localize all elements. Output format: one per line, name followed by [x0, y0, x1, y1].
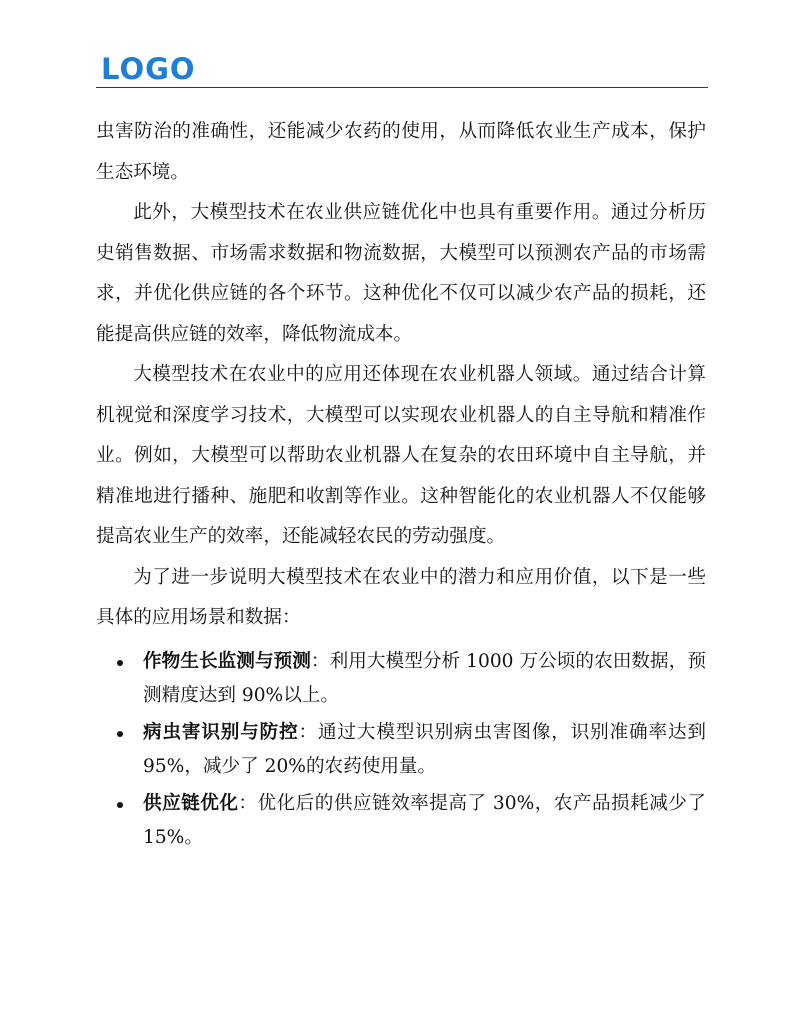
list-item: [96, 716, 706, 785]
application-list: [96, 645, 706, 856]
bullet-icon: [117, 731, 123, 737]
list-item-text: ：通过大模型识别病虫害图像，识别准确率达到 95%，减少了 20%的农药使用量。: [143, 721, 706, 777]
document-body: [96, 112, 706, 858]
list-item-title: 供应链优化: [143, 792, 239, 814]
logo: LOGO: [101, 52, 196, 86]
paragraph-3: 大模型技术在农业中的应用还体现在农业机器人领域。通过结合计算机视觉和深度学习技术，大模型可以实现农业机器人的自主导航和精准作业。例如，大模型可以帮助农业机器人在复杂的农田环境中自主导航，并精准地进行播种、施肥和收割等作业。这种智能化的农业机器人不仅能够提高农业生产的效率，还能减轻农民的劳动强度。: [96, 364, 706, 547]
bullet-icon: [117, 802, 123, 808]
paragraph-2: 此外，大模型技术在农业供应链优化中也具有重要作用。通过分析历史销售数据、市场需求数据和物流数据，大模型可以预测农产品的市场需求，并优化供应链的各个环节。这种优化不仅可以减少农产品的损耗，还能提高供应链的效率，降低物流成本。: [96, 202, 706, 345]
paragraph-4: 为了进一步说明大模型技术在农业中的潜力和应用价值，以下是一些具体的应用场景和数据：: [96, 566, 706, 628]
list-item-title: 病虫害识别与防控: [143, 721, 299, 743]
paragraph-1: 虫害防治的准确性，还能减少农药的使用，从而降低农业生产成本，保护生态环境。: [96, 121, 706, 183]
list-item-title: 作物生长监测与预测: [143, 650, 311, 672]
list-item-text: ：优化后的供应链效率提高了 30%，农产品损耗减少了 15%。: [143, 792, 706, 848]
header-divider: [96, 87, 708, 88]
list-item: [96, 645, 706, 714]
list-item: [96, 787, 706, 856]
list-item-text: ：利用大模型分析 1000 万公顷的农田数据，预测精度达到 90%以上。: [143, 650, 706, 706]
bullet-icon: [117, 660, 123, 666]
